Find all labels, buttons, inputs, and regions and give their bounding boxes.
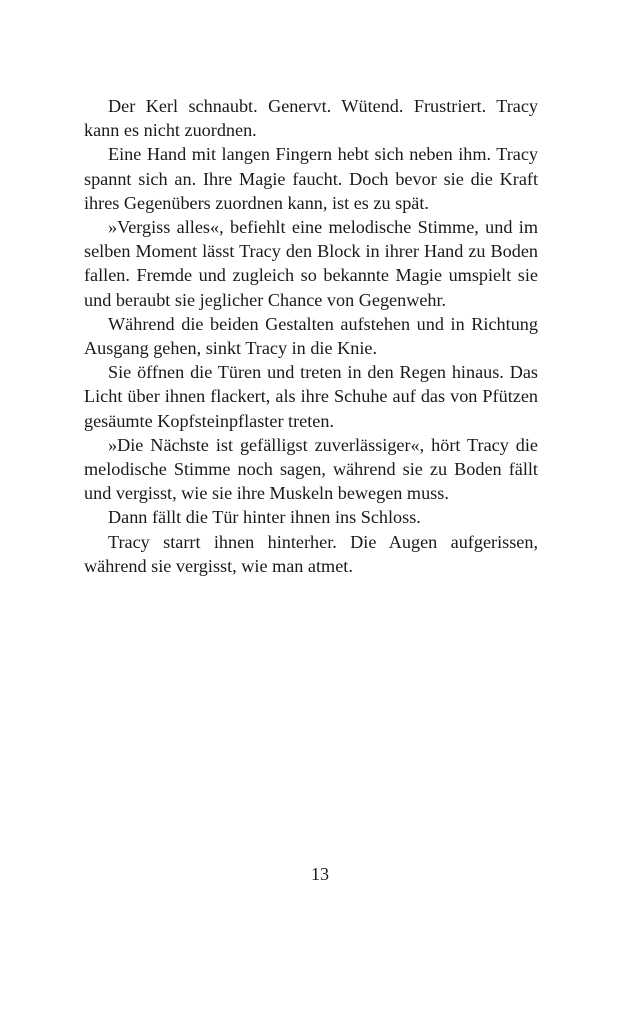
- body-text: [84, 94, 538, 578]
- page-number: 13: [311, 864, 329, 884]
- paragraph-1: Der Kerl schnaubt. Genervt. Wütend. Frustriert. Tracy kann es nicht zuordnen.: [84, 96, 538, 141]
- paragraph-8: Tracy starrt ihnen hinterher. Die Augen aufgerissen, während sie vergisst, wie man atmet.: [84, 531, 538, 576]
- paragraph-5: Sie öffnen die Türen und treten in den Regen hinaus. Das Licht über ihnen flackert, als ihre Schuhe auf das von Pfützen gesäumte Kopfsteinpflaster treten.: [84, 362, 538, 431]
- paragraph-6: »Die Nächste ist gefälligst zuverlässiger«, hört Tracy die melodische Stimme noch sagen, während sie zu Boden fällt und vergisst, wie sie ihre Muskeln bewegen muss.: [84, 434, 538, 504]
- paragraph-4: Während die beiden Gestalten aufstehen und in Richtung Ausgang gehen, sinkt Tracy in die Knie.: [84, 313, 538, 359]
- paragraph-2: Eine Hand mit langen Fingern hebt sich neben ihm. Tracy spannt sich an. Ihre Magie faucht. Doch bevor sie die Kraft ihres Gegenübers zuordnen kann, ist es zu spät.: [84, 144, 538, 213]
- paragraph-3: »Vergiss alles«, befiehlt eine melodische Stimme, und im selben Moment lässt Tracy den Block in ihrer Hand zu Boden fallen. Fremde und zugleich so bekannte Magie umspielt sie und beraubt sie jeglicher Chance von Gegenwehr.: [84, 217, 538, 310]
- paragraph-7: Dann fällt die Tür hinter ihnen ins Schloss.: [108, 507, 421, 528]
